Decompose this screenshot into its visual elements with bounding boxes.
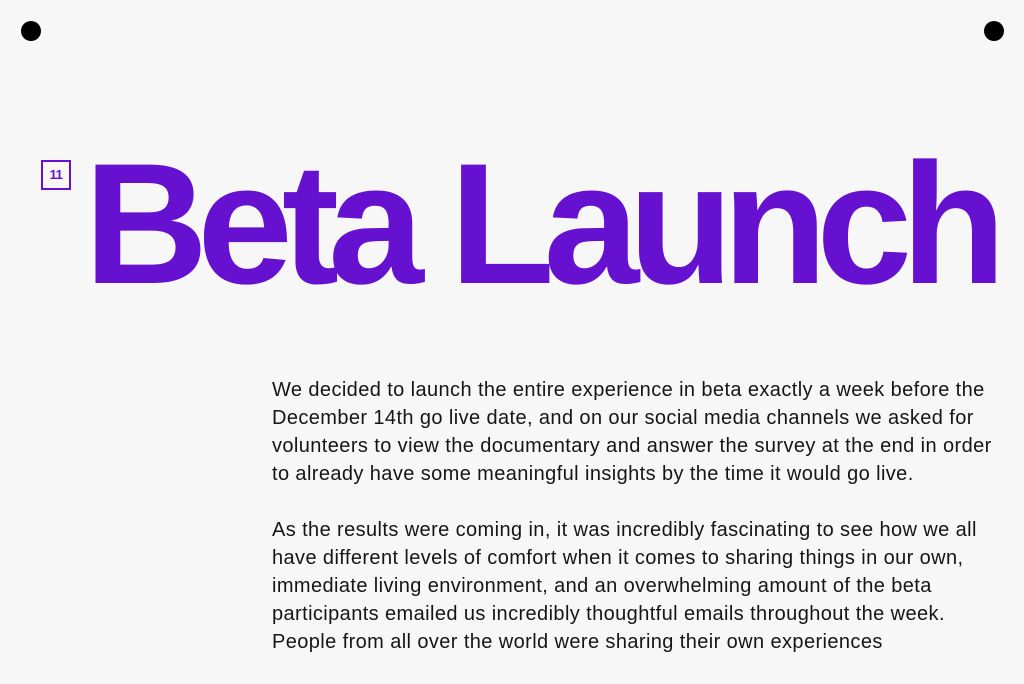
paragraph: We decided to launch the entire experience in beta exactly a week before the December 14th go live date, and on our social media channels we asked for volunteers to view the documentary and answer the survey at the end in order to already have some meaningful insights by the time it would go live.	[272, 379, 992, 485]
corner-dot-right	[984, 21, 1004, 41]
section-number-badge: 11	[41, 160, 71, 190]
page-title: Beta Launch	[84, 128, 996, 320]
body-text	[272, 376, 1002, 684]
corner-dot-left	[21, 21, 41, 41]
paragraph: As the results were coming in, it was incredibly fascinating to see how we all have different levels of comfort when it comes to sharing things in our own, immediate living environment, and an overwhelming amount of the beta participants emailed us incredibly thoughtful emails throughout the week. People from all over the world were sharing their own experiences	[272, 519, 977, 653]
